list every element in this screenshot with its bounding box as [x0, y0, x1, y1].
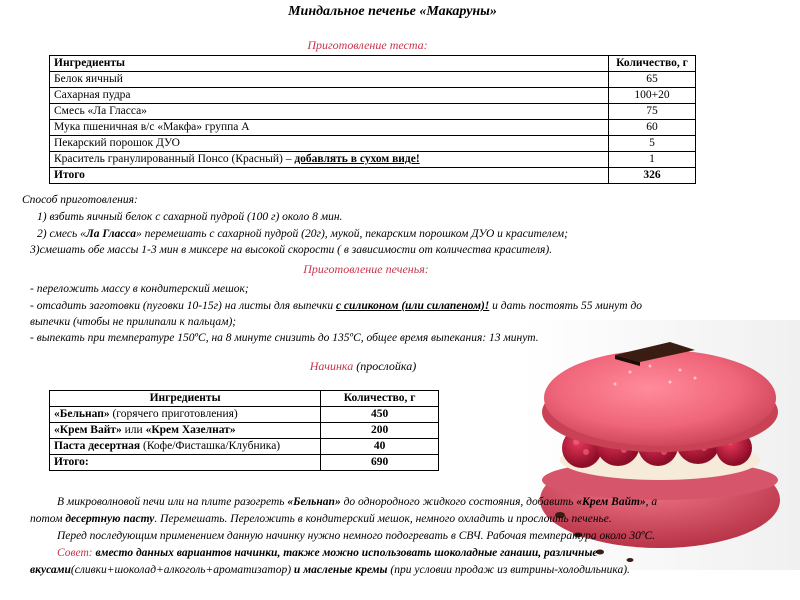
instr-brand: десертную пасту [65, 513, 155, 525]
quantity-cell: 65 [609, 72, 696, 88]
ingredient-cell [50, 152, 609, 168]
step2-brand: Ла Гласса [85, 228, 136, 240]
cookies-text-tail: и дать постоять 55 минут до [489, 300, 643, 312]
cookies-line-2 [30, 298, 642, 315]
table-total-row [50, 168, 696, 184]
instr-brand: «Крем Вайт» [576, 496, 646, 508]
tip-text: и масленые кремы [293, 564, 388, 576]
instructions-line-2 [30, 511, 612, 528]
table-row [50, 152, 696, 168]
table-row [50, 423, 439, 439]
quantity-cell: 100+20 [609, 88, 696, 104]
ingredient-brand: «Бельнап» [54, 408, 110, 420]
table-row [50, 136, 696, 152]
quantity-cell: 5 [609, 136, 696, 152]
ingredient-note: или [121, 424, 146, 436]
method-step-1: 1) взбить яичный белок с сахарной пудрой (100 г) около 8 мин. [37, 211, 343, 223]
tip-label: Совет: [57, 547, 93, 559]
total-value: 326 [609, 168, 696, 184]
ingredient-cell: Мука пшеничная в/с «Макфа» группа А [50, 120, 609, 136]
tip-note: (при условии продаж из витрины-холодильника). [387, 564, 630, 576]
ingredient-cell [50, 439, 321, 455]
column-header: Ингредиенты [50, 56, 609, 72]
step2-text: 2) смесь « [37, 228, 86, 240]
ingredient-brand: Паста десертная [54, 440, 141, 452]
table-header-row [50, 56, 696, 72]
total-value: 690 [321, 455, 439, 471]
method-step-3: 3)смешать обе массы 1-3 мин в миксере на высокой скорости ( в зависимости от количества красителя). [30, 244, 553, 256]
instr-text: потом [30, 513, 66, 525]
cookies-line-1: - переложить массу в кондитерский мешок; [30, 283, 249, 295]
table-row [50, 88, 696, 104]
instructions-tip-line-2 [30, 562, 630, 579]
ingredient-note: (Кофе/Фисташка/Клубника) [140, 440, 281, 452]
ingredient-cell: Сахарная пудра [50, 88, 609, 104]
ingredient-brand: «Крем Вайт» [54, 424, 122, 436]
page-title: Миндальное печенье «Макаруны» [288, 4, 497, 19]
filling-heading-sub: (прослойка) [353, 359, 417, 373]
step2-text-tail: » перемешать с сахарной пудрой (20г), мукой, пекарским порошком ДУО и красителем; [136, 228, 568, 240]
table-header-row [50, 391, 439, 407]
method-step-2 [37, 226, 568, 243]
column-header: Количество, г [321, 391, 439, 407]
filling-heading [0, 359, 726, 374]
cookies-line-3: выпечки (чтобы не прилипали к пальцам); [30, 316, 237, 328]
method-heading: Способ приготовления: [22, 194, 138, 206]
ingredient-cell: Пекарский порошок ДУО [50, 136, 609, 152]
dough-heading: Приготовление теста: [307, 38, 428, 52]
ingredient-cell: Белок яичный [50, 72, 609, 88]
dough-table [49, 55, 696, 184]
filling-table [49, 390, 439, 471]
silicone-note: с силиконом (или силапеном)! [335, 300, 490, 312]
instr-text: . Перемешать. Переложить в кондитерский мешок, немного охладить и прослоить печенье. [154, 513, 612, 525]
instructions-line-1 [57, 494, 657, 511]
table-row [50, 120, 696, 136]
tip-text: вкусами [30, 564, 71, 576]
table-row [50, 407, 439, 423]
quantity-cell: 450 [321, 407, 439, 423]
ingredient-cell: Смесь «Ла Гласса» [50, 104, 609, 120]
quantity-cell: 1 [609, 152, 696, 168]
instr-text: В микроволновой печи или на плите разогреть [57, 496, 288, 508]
column-header: Ингредиенты [50, 391, 321, 407]
instr-text: до однородного жидкого состояния, добавить [340, 496, 577, 508]
quantity-cell: 40 [321, 439, 439, 455]
total-label: Итого [50, 168, 609, 184]
ingredient-note: (горячего приготовления) [109, 408, 238, 420]
tip-text: вместо данных вариантов начинки, также можно использовать шоколадные ганаши, различные [92, 547, 598, 559]
tip-note: (сливки+шоколад+алкоголь+ароматизатор) [70, 564, 294, 576]
total-label: Итого: [50, 455, 321, 471]
instructions-line-3: Перед последующим применением данную начинку нужно немного подогревать в СВЧ. Рабочая температура около 30ºС. [57, 530, 656, 542]
ingredient-name: Краситель гранулированный Понсо (Красный) – [54, 153, 295, 165]
cookies-line-4: - выпекать при температуре 150ºС, на 8 минуте снизить до 135ºС, общее время выпекания: 13 минут. [30, 332, 539, 344]
filling-heading-main: Начинка [309, 359, 354, 373]
instructions-tip [57, 545, 598, 562]
cookies-heading: Приготовление печенья: [303, 262, 429, 276]
cookies-text: - отсадить заготовки (пуговки 10-15г) на листы для выпечки [30, 300, 336, 312]
table-row [50, 104, 696, 120]
ingredient-cell [50, 423, 321, 439]
quantity-cell: 60 [609, 120, 696, 136]
quantity-cell: 75 [609, 104, 696, 120]
instr-text: , а [645, 496, 658, 508]
table-row [50, 439, 439, 455]
ingredient-cell [50, 407, 321, 423]
column-header: Количество, г [609, 56, 696, 72]
table-row [50, 72, 696, 88]
table-total-row [50, 455, 439, 471]
instr-brand: «Бельнап» [287, 496, 341, 508]
dry-note: добавлять в сухом виде! [294, 153, 420, 165]
ingredient-brand-alt: «Крем Хазелнат» [145, 424, 236, 436]
quantity-cell: 200 [321, 423, 439, 439]
